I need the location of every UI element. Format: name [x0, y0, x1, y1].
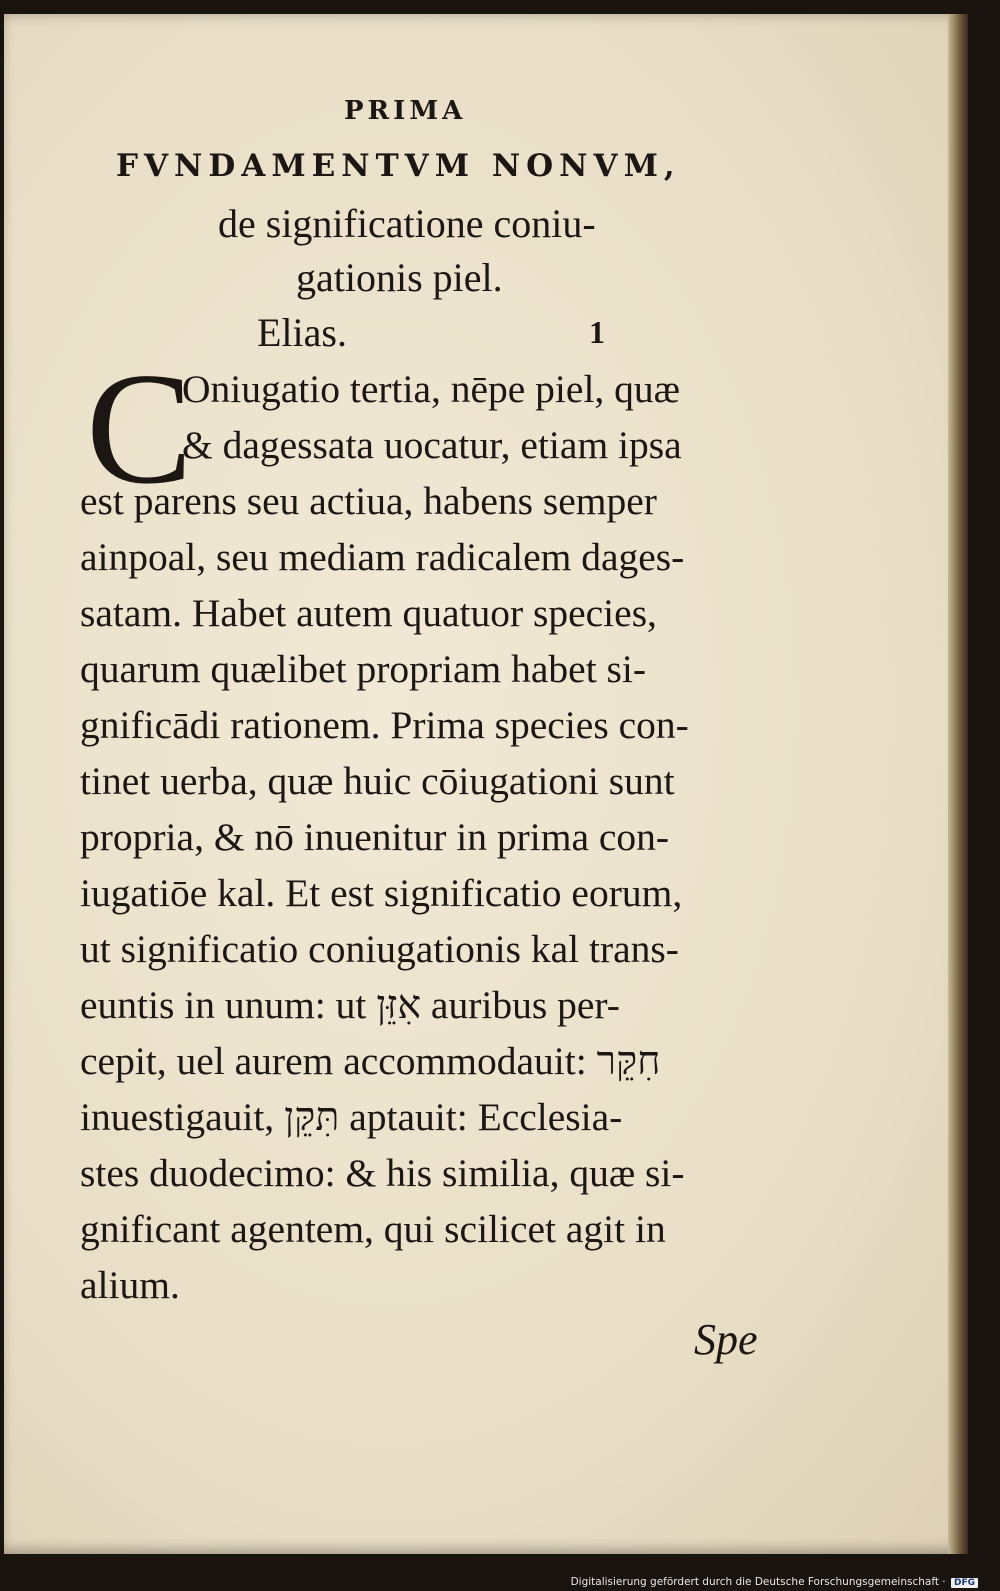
body-line: est parens seu actiua, habens semper [80, 479, 657, 523]
body-line: gnificādi rationem. Prima species con- [80, 703, 689, 747]
body-line: propria, & nō inuenitur in prima con- [80, 815, 670, 859]
page-spine [948, 14, 968, 1554]
dfg-logo: DFG [951, 1578, 978, 1588]
body-line: Oniugatio tertia, nēpe piel, quæ [182, 367, 681, 411]
footer-text: Digitalisierung gefördert durch die Deutsche Forschungsgemeinschaft · [570, 1576, 946, 1588]
body-line: ainpoal, seu mediam radicalem dages- [80, 535, 685, 579]
body-line: stes duodecimo: & his similia, quæ si- [80, 1151, 685, 1195]
body-line: quarum quælibet propriam habet si- [80, 647, 647, 691]
digitization-footer [571, 1576, 978, 1588]
signature-mark: 1 [589, 314, 605, 350]
author-name: Elias. [257, 310, 347, 355]
body-line: inuestigauit, תִּקֵּן aptauit: Ecclesia- [80, 1095, 623, 1139]
body-line: & dagessata uocatur, etiam ipsa [182, 423, 682, 467]
body-line: ut significatio coniugationis kal trans- [80, 927, 679, 971]
drop-capital: C [86, 339, 193, 517]
subtitle-line-2: gationis piel. [296, 255, 503, 300]
body-line: satam. Habet autem quatuor species, [80, 591, 657, 635]
body-line: alium. [80, 1263, 180, 1307]
body-line: iugatiōe kal. Et est significatio eorum, [80, 871, 683, 915]
book-page [4, 14, 966, 1554]
body-line: gnificant agentem, qui scilicet agit in [80, 1207, 666, 1251]
running-head: PRIMA [344, 96, 467, 126]
chapter-title: FVNDAMENTVM NONVM, [116, 148, 681, 184]
body-line: tinet uerba, quæ huic cōiugationi sunt [80, 759, 675, 803]
subtitle-line-1: de significatione coniu- [218, 201, 596, 246]
body-line: euntis in unum: ut אִזֵּן auribus per- [80, 983, 620, 1027]
catchword: Spe [694, 1315, 758, 1364]
body-line: cepit, uel aurem accommodauit: חִקֵּר [80, 1039, 661, 1083]
